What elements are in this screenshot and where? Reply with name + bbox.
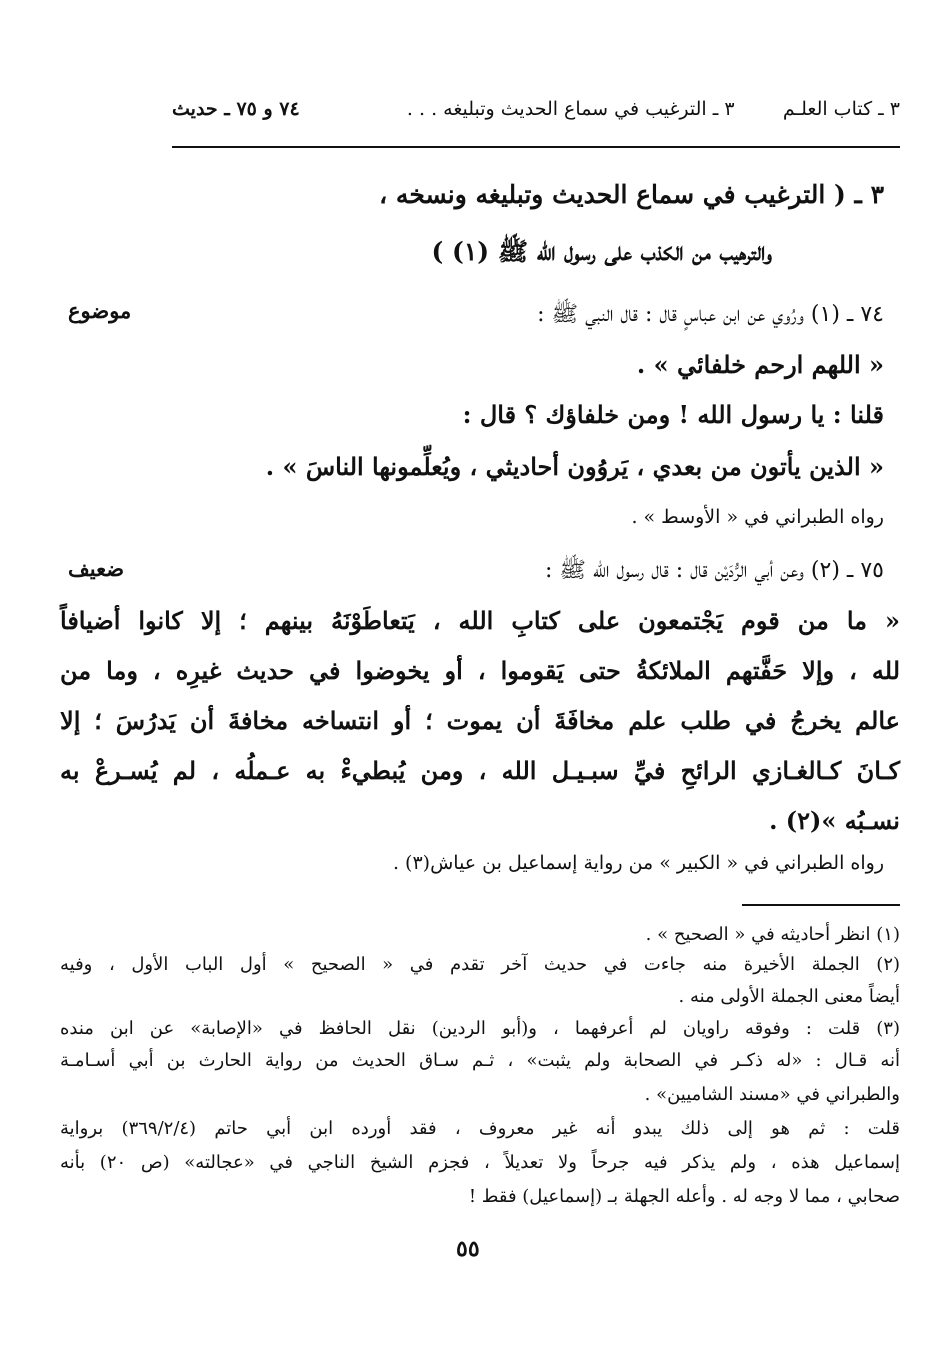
footnote-rule — [742, 904, 900, 906]
hadith-74-text-3: « الذين يأتون من بعدي ، يَروُون أحاديثي ، ويُعلِّمونها الناسَ » . — [265, 452, 884, 481]
footnote-2-line-2: أيضاً معنى الجملة الأولى منه . — [678, 986, 900, 1007]
hadith-75-grade: ضعيف — [68, 556, 125, 581]
footnote-3-line-5: إسماعيل هذه ، ولم يذكر فيه جرحاً ولا تعديلاً ، فجزم الشيخ الناجي في «عجالته» (ص ٢٠) بأنه — [60, 1152, 901, 1173]
hadith-75-line-4: كـانَ كـالغـازي الرائحِ فيِّ سبـيـل الله ، ومن يُبطيءْ به عـملُه ، لم يُسـرعْ به — [60, 756, 900, 785]
running-header-chapter: ٣ ـ كتاب العلـم — [782, 98, 900, 120]
header-rule — [172, 146, 900, 148]
chapter-title-line-2: والترهيب من الكذب على رسول الله ﷺ (١) ) — [431, 237, 772, 266]
hadith-74-source: رواه الطبراني في « الأوسط » . — [631, 506, 884, 528]
footnote-3-line-2: أنه قـال : «له ذكـر في الصحابة ولم يثبت» ، ثـم سـاق الحديث من رواية الحارث بن أبي أسـامـة — [60, 1050, 900, 1071]
hadith-74-text-1: « اللهم ارحم خلفائي » . — [636, 350, 884, 379]
hadith-74-grade: موضوع — [68, 298, 132, 323]
hadith-75-line-2: لله ، وإلا حَفَّتهم الملائكةُ حتى يَقوموا ، أو يخوضوا في حديث غيرِه ، وما من — [60, 656, 901, 685]
page-number: ٥٥ — [456, 1236, 480, 1262]
chapter-title-line-1: ٣ ـ ( الترغيب في سماع الحديث وتبليغه ونسخه ، — [379, 180, 884, 209]
running-header-hadith-range: ٧٤ و ٧٥ ـ حديث — [172, 98, 300, 120]
hadith-74-intro: ٧٤ ـ (١) ورُوي عن ابن عباسٍ قال : قال النبي ﷺ : — [537, 302, 884, 327]
footnote-3-line-1: (٣) قلت : وفوقه راويان لم أعرفهما ، و(أبو الردين) نقل الحافظ في «الإصابة» عن ابن منده — [60, 1018, 900, 1039]
footnote-3-line-6: صحابي ، مما لا وجه له . وأعله الجهلة بـ (إسماعيل) فقط ! — [468, 1186, 900, 1207]
footnote-3-line-3: والطبراني في «مسند الشاميين» . — [644, 1084, 900, 1105]
hadith-75-line-5: نسـبُه »(٢) . — [769, 806, 900, 835]
footnote-2-line-1: (٢) الجملة الأخيرة منه جاءت في حديث آخر تقدم في « الصحيح » أول الباب الأول ، وفيه — [60, 954, 901, 975]
footnote-3-line-4: قلت : ثم هو إلى ذلك يبدو أنه غير معروف ، فقد أورده ابن أبي حاتم (٣٦٩/٢/٤) برواية — [60, 1118, 900, 1139]
footnote-1: (١) انظر أحاديثه في « الصحيح » . — [645, 924, 900, 945]
hadith-75-intro: ٧٥ ـ (٢) وعن أبي الرُّدَيْن قال : قال رسول الله ﷺ : — [545, 558, 884, 583]
running-header — [340, 98, 900, 120]
hadith-75-source: رواه الطبراني في « الكبير » من رواية إسماعيل بن عياش(٣) . — [392, 852, 884, 874]
hadith-75-line-1: « ما من قوم يَجْتمعون على كتابِ الله ، يَتعاطَوْنَهُ بينهم ؛ إلا كانوا أضيافاً — [60, 606, 900, 635]
hadith-74-text-2: قلنا : يا رسول الله ! ومن خلفاؤك ؟ قال : — [462, 400, 884, 429]
running-header-section: ٣ ـ الترغيب في سماع الحديث وتبليغه . . . — [406, 98, 735, 120]
hadith-75-line-3: عالم يخرجُ في طلب علم مخافَةَ أن يموت ؛ أو انتساخه مخافةَ أن يَدرُسَ ؛ إلا — [60, 706, 900, 735]
